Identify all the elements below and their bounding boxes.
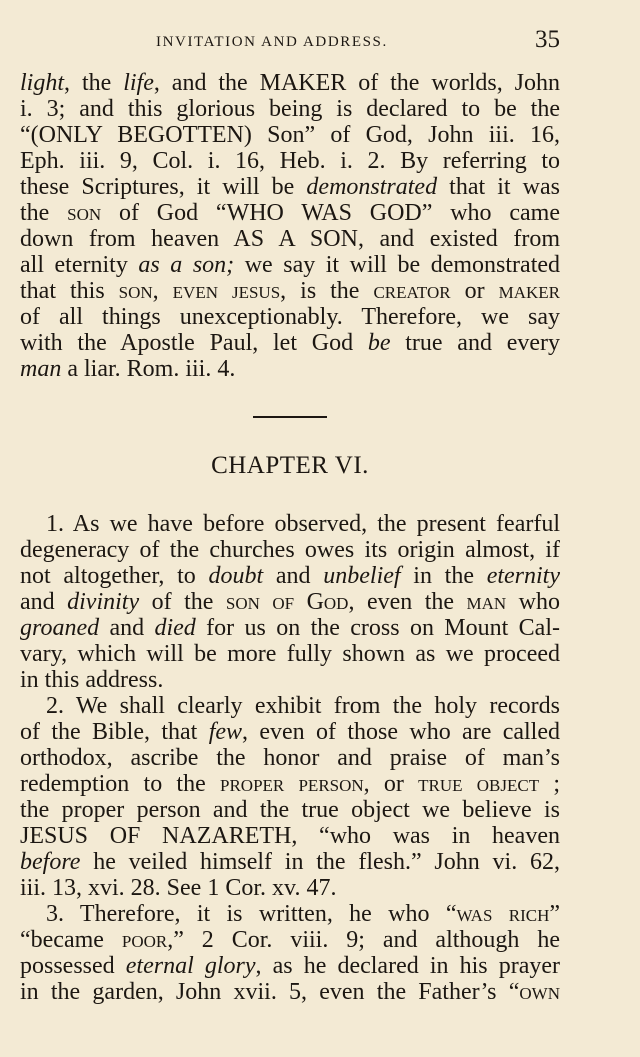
text-line: 1. As we have before observed, the present fearful <box>46 511 560 537</box>
text-line: possessed eternal glory, as he declared in his prayer <box>20 953 560 979</box>
text-line: iii. 13, xvi. 28. See 1 Cor. xv. 47. <box>20 875 337 901</box>
text-line: in the garden, John xvii. 5, even the Father’s “own <box>20 979 560 1005</box>
text-line: before he veiled himself in the flesh.” John vi. 62, <box>20 849 560 875</box>
text-line: redemption to the proper person, or true object ; <box>20 771 561 797</box>
text-line: “became poor,” 2 Cor. viii. 9; and although he <box>20 927 560 953</box>
page-number: 35 <box>535 26 560 53</box>
text-line: “(ONLY BEGOTTEN) Son” of God, John iii. 16, <box>20 122 560 148</box>
text-line: these Scriptures, it will be demonstrated that it was <box>20 174 561 200</box>
text-line: 2. We shall clearly exhibit from the holy records <box>46 693 560 719</box>
text-line: not altogether, to doubt and unbelief in the eternity <box>20 563 561 589</box>
text-line: orthodox, ascribe the honor and praise of man’s <box>20 745 560 771</box>
text-line: that this son, even jesus, is the creator or maker <box>20 278 560 304</box>
text-line: 3. Therefore, it is written, he who “was rich” <box>46 901 561 927</box>
section-divider <box>253 416 327 418</box>
text-line: of the Bible, that few, even of those who are called <box>20 719 561 745</box>
text-line: Eph. iii. 9, Col. i. 16, Heb. i. 2. By referring to <box>20 148 560 174</box>
text-line: vary, which will be more fully shown as we proceed <box>20 641 560 667</box>
page-header <box>0 26 640 60</box>
text-line: i. 3; and this glorious being is declared to be the <box>20 96 560 122</box>
running-title: INVITATION AND ADDRESS. <box>156 34 388 50</box>
text-line: all eternity as a son; we say it will be demonstrated <box>20 252 561 278</box>
chapter-title: CHAPTER VI. <box>211 452 369 479</box>
text-line: JESUS OF NAZARETH, “who was in heaven <box>20 823 560 849</box>
text-line: the proper person and the true object we believe is <box>20 797 560 823</box>
text-line: the son of God “WHO WAS GOD” who came <box>20 200 560 226</box>
text-line: of all things unexceptionably. Therefore, we say <box>20 304 560 330</box>
text-line: light, the life, and the MAKER of the worlds, John <box>20 70 560 96</box>
text-line: groaned and died for us on the cross on Mount Cal- <box>20 615 560 641</box>
text-line: and divinity of the son of God, even the man who <box>20 589 561 615</box>
text-line: man a liar. Rom. iii. 4. <box>20 356 236 382</box>
text-line: degeneracy of the churches owes its origin almost, if <box>20 537 560 563</box>
text-line: in this address. <box>20 667 164 693</box>
text-line: down from heaven AS A SON, and existed from <box>20 226 560 252</box>
text-line: with the Apostle Paul, let God be true and every <box>20 330 561 356</box>
